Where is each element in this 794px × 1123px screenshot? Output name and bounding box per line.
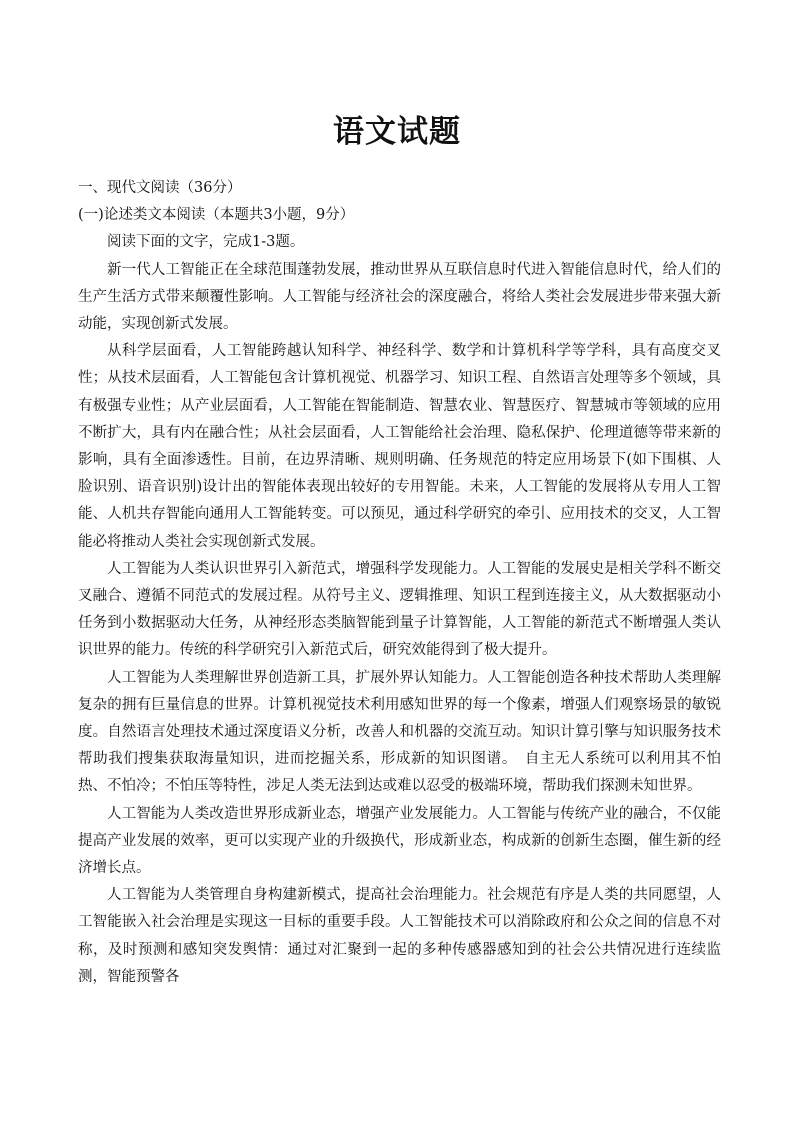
paragraph: 人工智能为人类理解世界创造新工具，扩展外界认知能力。人工智能创造各种技术帮助人类理解复杂的拥有巨量信息的世界。计算机视觉技术利用感知世界的每一个像素，增强人们观察场景的敏锐度。自然语言处理技术通过深度语义分析，改善人和机器的交流互动。知识计算引擎与知识服务技术帮助我们搜集获取海量知识，进而挖掘关系，形成新的知识图谱。 自主无人系统可以利用其不怕热、不怕冷；不怕压等特性，涉足人类无法到达或难以忍受的极端环境，帮助我们探测未知世界。 <box>78 669 721 795</box>
instruction-text: 阅读下面的文字，完成1-3题。 <box>107 234 305 251</box>
paragraph: 从科学层面看，人工智能跨越认知科学、神经科学、数学和计算机科学等学科，具有高度交叉性；从技术层面看，人工智能包含计算机视觉、机器学习、知识工程、自然语言处理等多个领域，具有极强专业性；从产业层面看，人工智能在智能制造、智慧农业、智慧医疗、智慧城市等领域的应用不断扩大，具有内在融合性；从社会层面看，人工智能给社会治理、隐私保护、伦理道德等带来新的影响，具有全面渗透性。目前，在边界清晰、规则明确、任务规范的特定应用场景下(如下围棋、人脸识别、语音识别)设计出的智能体表现出较好的专用智能。未来，人工智能的发展将从专用人工智能、人机共存智能向通用人工智能转变。可以预见，通过科学研究的牵引、应用技术的交叉，人工智能必将推动人类社会实现创新式发展。 <box>78 343 721 550</box>
paragraph: 人工智能为人类改造世界形成新业态，增强产业发展能力。人工智能与传统产业的融合，不仅能提高产业发展的效率，更可以实现产业的升级换代，形成新业态，构成新的创新生态圈，催生新的经济增长点。 <box>78 805 721 877</box>
document-body <box>78 175 721 991</box>
paragraph: 人工智能为人类认识世界引入新范式，增强科学发现能力。人工智能的发展史是相关学科不断交叉融合、遵循不同范式的发展过程。从符号主义、逻辑推理、知识工程到连接主义，从大数据驱动小任务到小数据驱动大任务，从神经形态类脑智能到量子计算智能，人工智能的新范式不断增强人类认识世界的能力。传统的科学研究引入新范式后，研究效能得到了极大提升。 <box>78 560 721 659</box>
subsection-heading: (一)论述类文本阅读（本题共3小题，9分） <box>78 207 355 224</box>
paragraph: 新一代人工智能正在全球范围蓬勃发展，推动世界从互联信息时代进入智能信息时代，给人们的生产生活方式带来颠覆性影响。人工智能与经济社会的深度融合，将给人类社会发展进步带来强大新动能，实现创新式发展。 <box>78 261 721 333</box>
paragraph: 人工智能为人类管理自身构建新模式，提高社会治理能力。社会规范有序是人类的共同愿望，人工智能嵌入社会治理是实现这一目标的重要手段。人工智能技术可以消除政府和公众之间的信息不对称，及时预测和感知突发舆情：通过对汇聚到一起的多种传感器感知到的社会公共情况进行连续监测，智能预警各 <box>78 887 721 985</box>
section-heading: 一、现代文阅读（36分） <box>78 180 242 196</box>
page-title: 语文试题 <box>333 114 461 150</box>
